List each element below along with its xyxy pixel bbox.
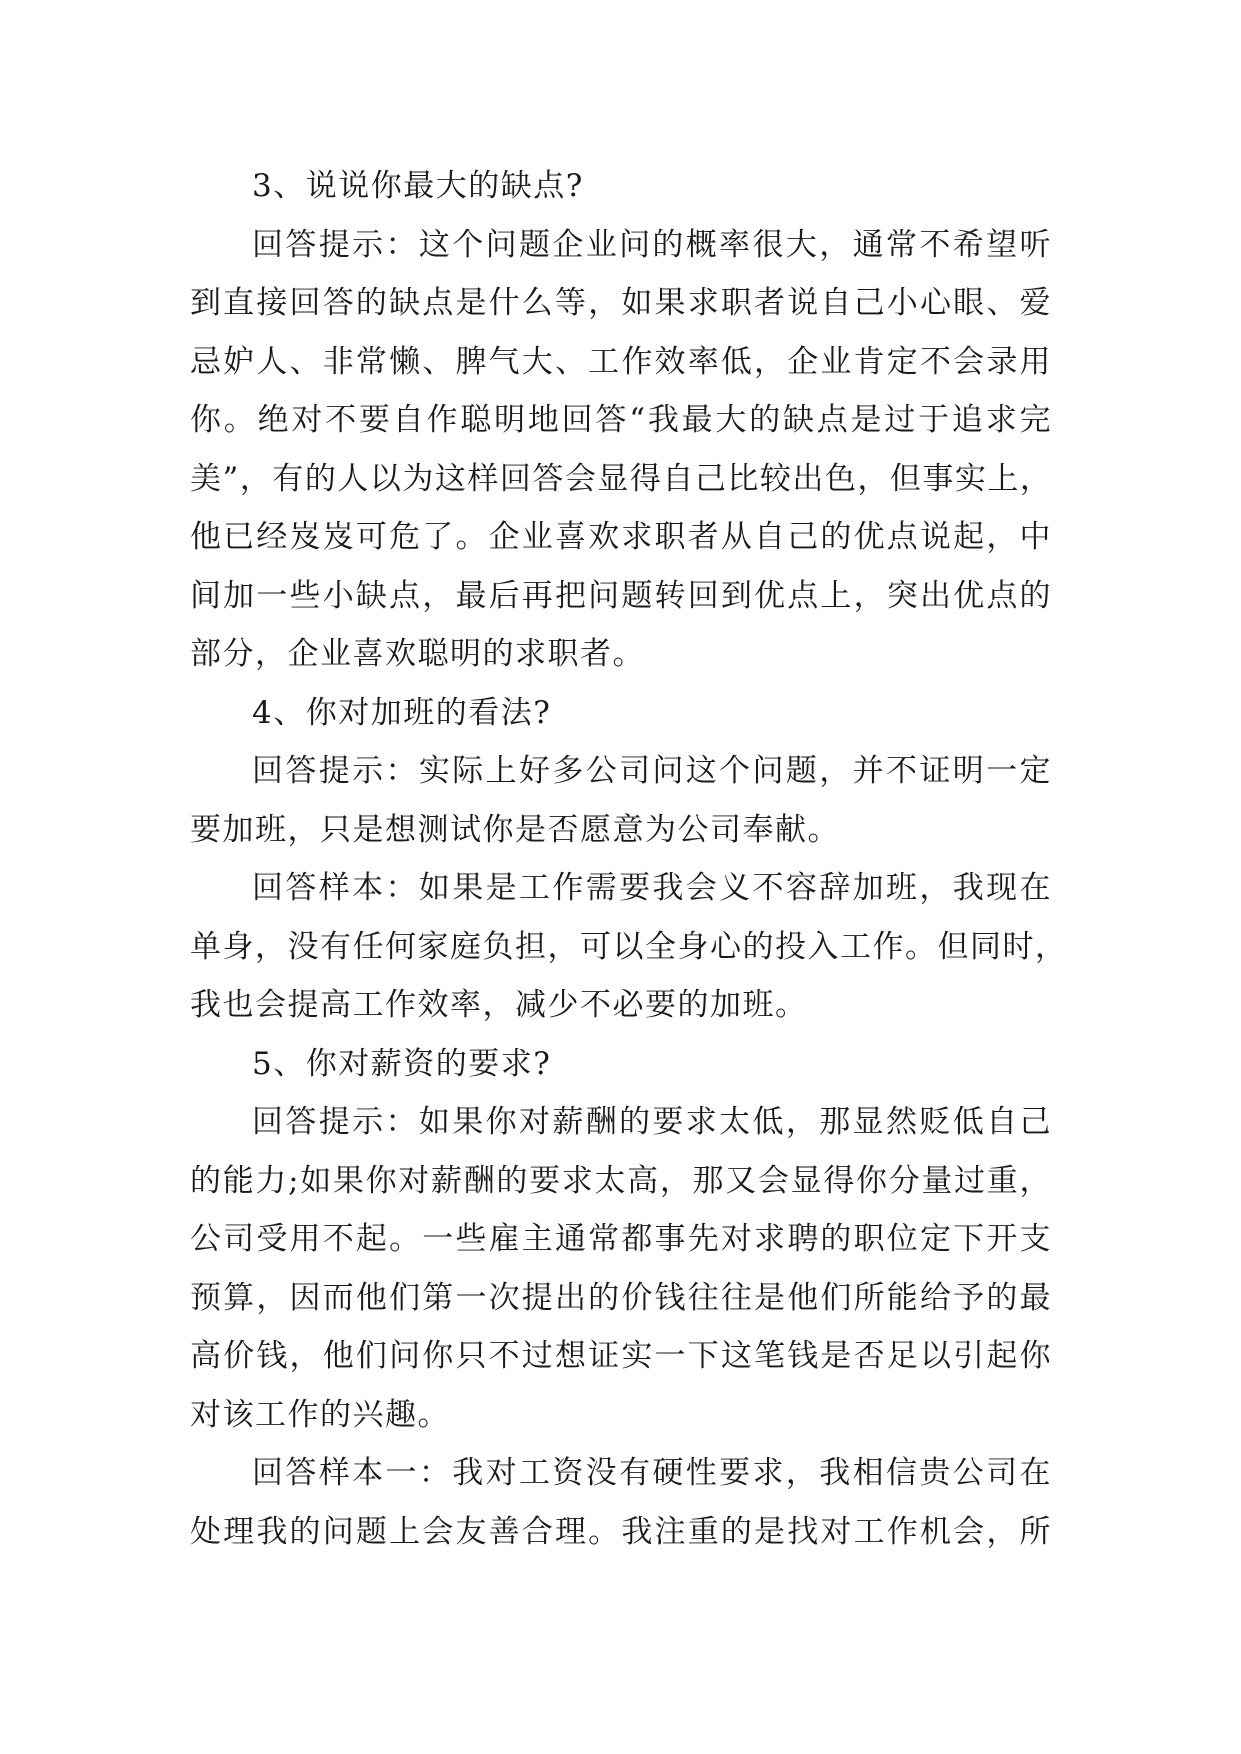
text-line: 回答样本一：我对工资没有硬性要求，我相信贵公司在	[252, 1455, 1052, 1491]
text-line: 对该工作的兴趣。	[190, 1396, 450, 1433]
text-line: 单身，没有任何家庭负担，可以全身心的投入工作。但同时，	[190, 928, 1068, 965]
text-line: 5、你对薪资的要求?	[252, 1045, 552, 1082]
text-line: 到直接回答的缺点是什么等，如果求职者说自己小心眼、爱	[190, 285, 1052, 321]
text-line: 的能力;如果你对薪酬的要求太高，那又会显得你分量过重，	[190, 1162, 1052, 1199]
text-line: 高价钱，他们问你只不过想证实一下这笔钱是否足以引起你	[190, 1338, 1052, 1374]
document-body	[190, 157, 1068, 1561]
text-line: 预算，因而他们第一次提出的价钱往往是他们所能给予的最	[190, 1279, 1052, 1316]
text-line: 美”，有的人以为这样回答会显得自己比较出色，但事实上，	[190, 460, 1053, 497]
text-line: 回答提示：实际上好多公司问这个问题，并不证明一定	[252, 753, 1052, 789]
text-line: 处理我的问题上会友善合理。我注重的是找对工作机会，所	[190, 1513, 1052, 1550]
text-line: 要加班，只是想测试你是否愿意为公司奉献。	[190, 811, 840, 848]
text-line: 回答样本：如果是工作需要我会义不容辞加班，我现在	[252, 870, 1052, 906]
text-line: 3、说说你最大的缺点?	[252, 168, 584, 204]
text-line: 回答提示：这个问题企业问的概率很大，通常不希望听	[252, 226, 1052, 263]
text-line: 回答提示：如果你对薪酬的要求太低，那显然贬低自己	[252, 1104, 1052, 1140]
text-line: 忌妒人、非常懒、脾气大、工作效率低，企业肯定不会录用	[190, 343, 1052, 380]
text-line: 他已经岌岌可危了。企业喜欢求职者从自己的优点说起，中	[190, 519, 1052, 555]
text-line: 部分，企业喜欢聪明的求职者。	[190, 636, 645, 672]
text-line: 间加一些小缺点，最后再把问题转回到优点上，突出优点的	[190, 577, 1052, 614]
text-line: 我也会提高工作效率，减少不必要的加班。	[190, 987, 808, 1023]
text-line: 4、你对加班的看法?	[252, 694, 552, 731]
text-line: 你。绝对不要自作聪明地回答“我最大的缺点是过于追求完	[190, 402, 1052, 438]
text-line: 公司受用不起。一些雇主通常都事先对求聘的职位定下开支	[190, 1221, 1052, 1257]
